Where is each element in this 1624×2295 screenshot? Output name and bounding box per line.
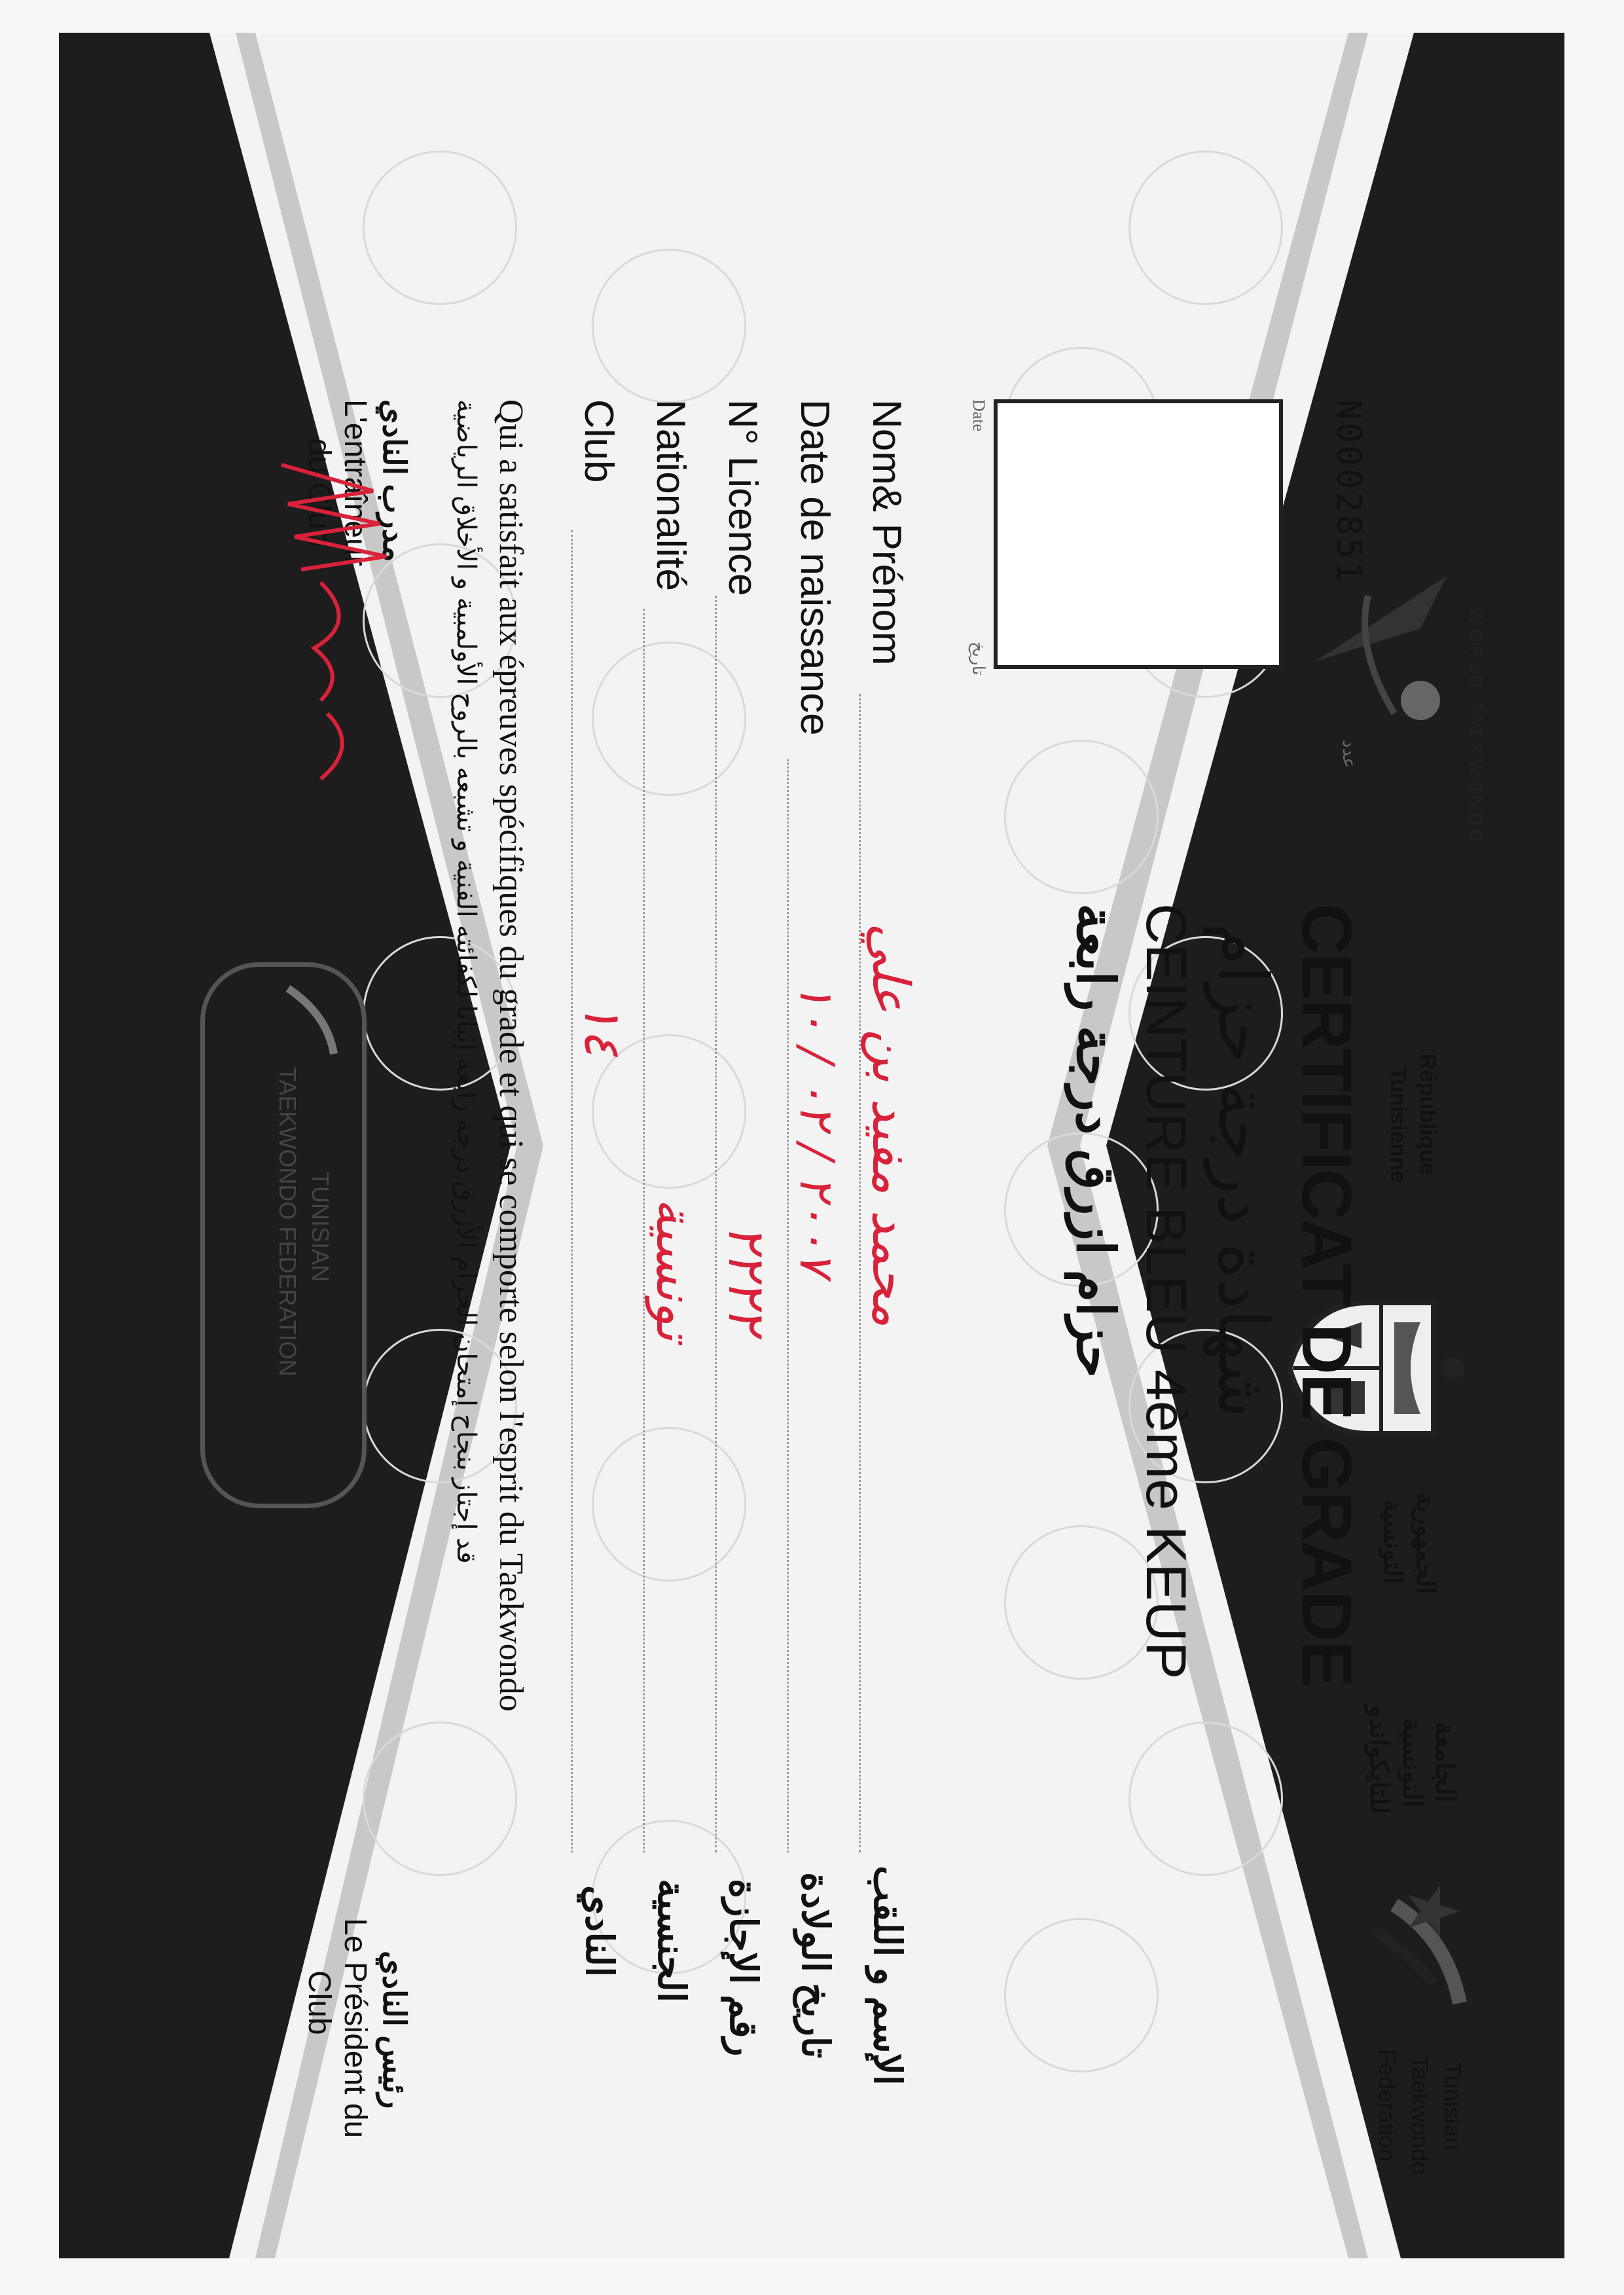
- field-label-fr: N° Licence: [720, 399, 765, 596]
- field-label-ar: رقم الإجازة: [722, 1879, 765, 2057]
- certificate-title-ar: شهادة درجة حزام: [1204, 923, 1280, 1419]
- republic-ar-line1: الجمهورية: [1411, 1492, 1439, 1595]
- federation-ar-line1: الجامعة: [1430, 1722, 1459, 1803]
- certificate-title-fr: CERTIFICAT DE GRADE: [1288, 903, 1367, 1686]
- world-taekwondo-logo-icon: [1296, 550, 1466, 746]
- statement-ar: قد إجتاز بنجاح إمتحان الحزام الأزرق درجة رابعة إثباتا لكفائته الفنية و تشبعه بالروح الأولمبية و الأخلاق الرياضية: [452, 399, 480, 1564]
- federation-ar-line2: التونسية: [1398, 1718, 1426, 1808]
- field-label-ar: تاريخ الولادة: [794, 1872, 837, 2059]
- field-value: ١٤: [573, 1002, 632, 1057]
- federation-ar-line3: للتايكواندو: [1365, 1705, 1394, 1815]
- coach-title-fr-line1: L'entraîneur: [338, 399, 372, 566]
- stamp-line1: TUNISIAN: [307, 1172, 334, 1282]
- field-value: ٢٢٢٢: [717, 1224, 776, 1334]
- world-taekwondo-wordmark: WORLD TAEKWONDO: [1466, 609, 1486, 846]
- field-label-fr: Nom& Prénom: [864, 399, 909, 666]
- certificate: [59, 33, 1564, 2258]
- field-label-fr: Nationalité: [648, 399, 693, 591]
- federation-en-line2: Taekwondo: [1407, 2055, 1434, 2175]
- president-title-ar: رئيس النادي: [376, 1951, 411, 2109]
- republic-fr-line2: Tunisienne: [1386, 1067, 1411, 1183]
- statement-fr: Qui a satisfait aux épreuves spécifiques du grade et qui se comporte selon l'esprit du Taekwondo: [492, 399, 530, 1712]
- serial-prefix: N: [1329, 399, 1368, 423]
- republic-fr-line1: République: [1415, 1054, 1440, 1176]
- photo-box: [994, 399, 1283, 669]
- field-dots: [787, 759, 789, 1852]
- photo-date-label-fr: Date: [969, 399, 988, 432]
- belt-title-ar: حزام ازرق درجة رابعة: [1066, 903, 1125, 1378]
- field-label-ar: النادي: [578, 1885, 621, 1978]
- belt-title-fr: CEINTURE BLEU 4ème KEUP: [1134, 903, 1197, 1680]
- coach-title-fr-line2: du Club: [302, 439, 336, 547]
- serial-number: [1329, 399, 1368, 584]
- president-title-fr-line1: Le Président du: [338, 1918, 372, 2139]
- federation-en-line1: Tunisian: [1439, 2062, 1466, 2150]
- field-label-ar: الإسم و اللقب: [866, 1866, 909, 2086]
- field-label-fr: Date de naissance: [792, 399, 837, 736]
- coach-signature-icon: [255, 452, 399, 818]
- photo-date-label-ar: تاريخ: [969, 642, 988, 676]
- field-dots: [571, 530, 573, 1852]
- president-title-fr-line2: Club: [302, 1970, 336, 2035]
- serial-label-ar: عدد: [1339, 740, 1360, 768]
- field-value: ٢٠٠٧ / ٠٢ / ١٠: [789, 982, 844, 1276]
- serial-value: 0002851: [1329, 422, 1368, 585]
- coach-title-ar: مدرب النادي: [376, 399, 411, 562]
- field-value: تونسية: [645, 1198, 704, 1341]
- field-value: محمد مفيد بن علي: [861, 923, 920, 1327]
- stamp-emblem-icon: [268, 982, 347, 1060]
- tunisian-taekwondo-federation-logo-icon: [1355, 1885, 1486, 2016]
- field-label-fr: Club: [576, 399, 621, 483]
- federation-en-line3: Federation: [1374, 2049, 1401, 2162]
- stamp-line2: TAEKWONDO FEDERATION: [274, 1067, 301, 1377]
- republic-ar-line2: التونسية: [1379, 1499, 1406, 1584]
- field-label-ar: الجنسية: [650, 1879, 693, 2003]
